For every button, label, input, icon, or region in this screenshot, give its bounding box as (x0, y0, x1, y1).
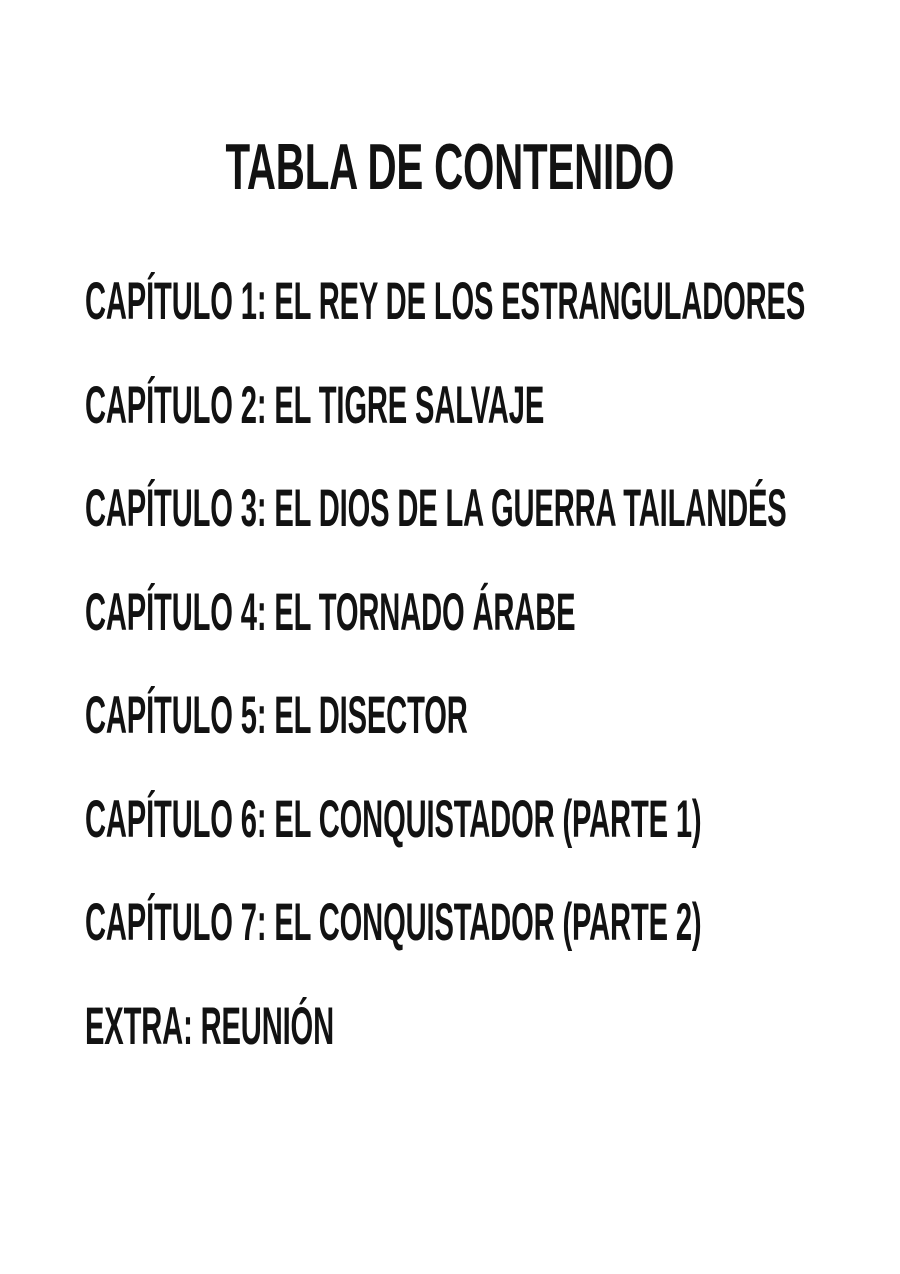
toc-entry-chapter-5 (85, 686, 781, 745)
toc-entry-label: CAPÍTULO 5: EL DISECTOR (85, 686, 468, 745)
toc-entry-chapter-4 (85, 583, 900, 642)
toc-entry-extra (85, 997, 538, 1056)
toc-entry-chapter-2 (85, 376, 900, 435)
toc-entry-chapter-7 (85, 893, 900, 952)
toc-entry-label: CAPÍTULO 2: EL TIGRE SALVAJE (85, 376, 545, 435)
toc-entry-label: CAPÍTULO 4: EL TORNADO ÁRABE (85, 583, 576, 642)
toc-entry-label: CAPÍTULO 7: EL CONQUISTADOR (PARTE 2) (85, 893, 702, 952)
toc-entry-label: CAPÍTULO 3: EL DIOS DE LA GUERRA TAILANDÉS (85, 479, 787, 538)
toc-entry-label: CAPÍTULO 6: EL CONQUISTADOR (PARTE 1) (85, 790, 702, 849)
page-title (0, 130, 900, 203)
toc-entry-label: CAPÍTULO 1: EL REY DE LOS ESTRANGULADORES (85, 272, 806, 331)
toc-entry-label: EXTRA: REUNIÓN (85, 997, 334, 1056)
toc-entry-chapter-3 (85, 479, 900, 538)
toc-entry-chapter-6 (85, 790, 900, 849)
page-title-text: TABLA DE CONTENIDO (225, 130, 675, 203)
toc-entry-chapter-1 (85, 272, 900, 331)
